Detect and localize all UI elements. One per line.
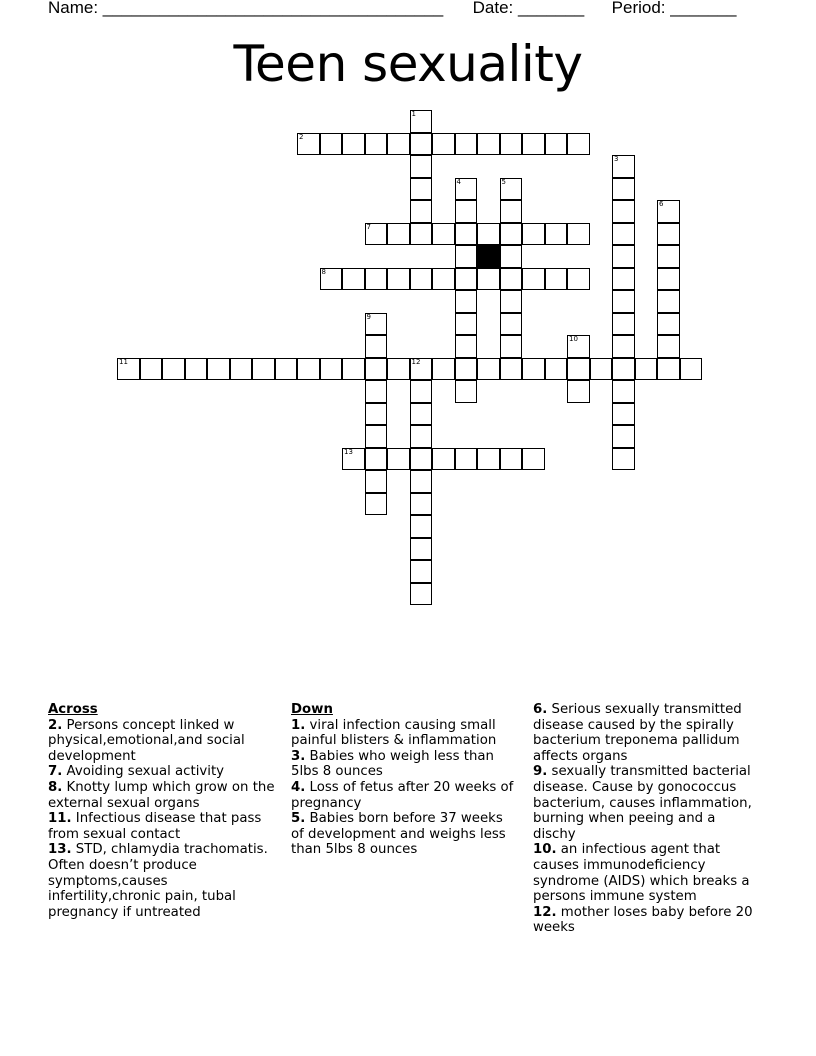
clue-number: 5 [501,177,506,186]
answer-cell[interactable] [365,133,388,156]
answer-cell[interactable] [567,380,590,403]
answer-cell[interactable] [410,155,433,178]
answer-cell[interactable] [432,268,455,291]
answer-cell[interactable] [657,223,680,246]
answer-cell[interactable] [207,358,230,381]
answer-cell[interactable] [477,358,500,381]
answer-cell[interactable] [612,403,635,426]
answer-cell[interactable] [455,380,478,403]
clue-number: 1 [411,110,416,118]
answer-cell[interactable] [635,358,658,381]
answer-cell[interactable] [455,245,478,268]
answer-cell[interactable] [612,178,635,201]
answer-cell[interactable] [500,178,523,201]
answer-cell[interactable] [612,245,635,268]
answer-cell[interactable] [342,358,365,381]
answer-cell[interactable] [365,493,388,516]
answer-cell[interactable] [500,448,523,471]
date-field[interactable]: Date: _______ [472,0,585,17]
across-clue: 11. Infectious disease that pass from sexual contact [48,811,262,842]
answer-cell[interactable] [410,268,433,291]
answer-cell[interactable] [410,448,433,471]
answer-cell[interactable] [477,223,500,246]
answer-cell[interactable] [612,358,635,381]
answer-cell[interactable] [612,200,635,223]
answer-cell[interactable] [432,133,455,156]
answer-cell[interactable] [365,470,388,493]
answer-cell[interactable] [522,223,545,246]
answer-cell[interactable] [590,358,613,381]
answer-cell[interactable] [612,425,635,448]
answer-cell[interactable] [500,223,523,246]
answer-cell[interactable] [567,358,590,381]
answer-cell[interactable] [275,358,298,381]
answer-cell[interactable] [432,448,455,471]
answer-cell[interactable] [365,448,388,471]
across-clue: 8. Knotty lump which grow on the external sexual organs [48,779,275,811]
answer-cell[interactable] [657,245,680,268]
answer-cell[interactable] [455,335,478,358]
answer-cell[interactable] [410,583,433,606]
clue-number: 10 [569,335,578,343]
down-clue: 4. Loss of fetus after 20 weeks of pregnancy [291,779,514,811]
answer-cell[interactable] [230,358,253,381]
answer-cell[interactable] [455,133,478,156]
answer-cell[interactable] [567,335,590,358]
answer-cell[interactable] [410,493,433,516]
clue-number: 9 [366,312,371,321]
down-clues [291,702,519,858]
across-heading: Across [48,702,98,717]
answer-cell[interactable] [410,133,433,156]
answer-cell[interactable] [545,268,568,291]
answer-cell[interactable] [410,380,433,403]
answer-cell[interactable] [657,200,680,223]
answer-cell[interactable] [365,313,388,336]
across-clues [48,702,276,920]
answer-cell[interactable] [297,358,320,381]
down-clue: 10. an infectious agent that causes immunodeficiency syndrome (AIDS) which breaks a persons immune system [533,842,750,905]
answer-cell[interactable] [522,358,545,381]
answer-cell[interactable] [410,358,433,381]
across-clue: 7. Avoiding sexual activity [48,764,225,780]
name-field[interactable]: Name: ____________________________________ [48,0,444,17]
down-heading: Down [291,702,333,717]
answer-cell[interactable] [410,425,433,448]
answer-cell[interactable] [365,358,388,381]
answer-cell[interactable] [477,268,500,291]
answer-cell[interactable] [477,133,500,156]
answer-cell[interactable] [365,403,388,426]
answer-cell[interactable] [657,313,680,336]
answer-cell[interactable] [522,133,545,156]
answer-cell[interactable] [657,290,680,313]
answer-cell[interactable] [432,358,455,381]
answer-cell[interactable] [455,223,478,246]
answer-cell[interactable] [500,358,523,381]
answer-cell[interactable] [455,200,478,223]
answer-cell[interactable] [680,358,703,381]
answer-cell[interactable] [545,358,568,381]
answer-cell[interactable] [297,133,320,156]
clue-number: 2 [299,132,304,141]
clue-number: 12 [411,357,421,366]
answer-cell[interactable] [567,223,590,246]
answer-cell[interactable] [455,290,478,313]
answer-cell[interactable] [612,223,635,246]
answer-cell[interactable] [365,268,388,291]
answer-cell[interactable] [387,358,410,381]
answer-cell[interactable] [432,223,455,246]
answer-cell[interactable] [522,268,545,291]
answer-cell[interactable] [612,313,635,336]
answer-cell[interactable] [500,268,523,291]
answer-cell[interactable] [545,223,568,246]
down-clue: 1. viral infection causing small painful blisters & inflammation [291,717,497,749]
answer-cell[interactable] [477,448,500,471]
answer-cell[interactable] [387,133,410,156]
answer-cell[interactable] [410,538,433,561]
answer-cell[interactable] [410,223,433,246]
answer-cell[interactable] [410,200,433,223]
answer-cell[interactable] [612,268,635,291]
across-clue: 13. STD, chlamydia trachomatis. Often doesn’t produce symptoms,causes infertility,chronic pain, tubal pregnancy if untreated [48,842,268,920]
down-clue: 3. Babies who weigh less than 5lbs 8 ounces [291,748,494,780]
down-clues-continued [533,702,761,936]
answer-cell[interactable] [410,470,433,493]
answer-cell[interactable] [455,448,478,471]
answer-cell[interactable] [185,358,208,381]
down-clue: 9. sexually transmitted bacterial disease. Cause by gonococcus bacterium, causes inflammation, burning when peeing and a dischy [533,764,752,842]
answer-cell[interactable] [410,110,433,133]
clue-number: 6 [659,200,664,208]
answer-cell[interactable] [500,290,523,313]
clue-number: 13 [344,447,353,456]
clue-number: 3 [614,155,619,163]
clue-number: 7 [366,222,371,231]
clue-number: 8 [321,267,326,276]
answer-cell[interactable] [612,290,635,313]
answer-cell[interactable] [500,200,523,223]
answer-cell[interactable] [252,358,275,381]
answer-cell[interactable] [320,133,343,156]
answer-cell[interactable] [410,515,433,538]
answer-cell[interactable] [455,313,478,336]
down-clue: 6. Serious sexually transmitted disease caused by the spirally bacterium treponema pallidum affects organs [533,702,742,764]
answer-cell[interactable] [320,268,343,291]
answer-cell[interactable] [342,133,365,156]
answer-cell[interactable] [162,358,185,381]
answer-cell[interactable] [387,223,410,246]
down-clue: 12. mother loses baby before 20 weeks [533,904,753,936]
answer-cell[interactable] [612,335,635,358]
clue-number: 11 [119,357,128,366]
clue-number: 4 [456,177,461,186]
answer-cell[interactable] [365,223,388,246]
across-clue: 2. Persons concept linked w physical,emotional,and social development [48,717,245,764]
answer-cell[interactable] [500,335,523,358]
answer-cell[interactable] [612,155,635,178]
answer-cell[interactable] [365,380,388,403]
answer-cell[interactable] [500,245,523,268]
answer-cell[interactable] [657,335,680,358]
answer-cell[interactable] [455,178,478,201]
answer-cell[interactable] [545,133,568,156]
period-field[interactable]: Period: _______ [611,0,737,17]
answer-cell[interactable] [342,448,365,471]
answer-cell[interactable] [612,380,635,403]
answer-cell[interactable] [522,448,545,471]
answer-cell[interactable] [410,178,433,201]
answer-cell[interactable] [657,358,680,381]
answer-cell[interactable] [387,268,410,291]
answer-cell[interactable] [365,335,388,358]
answer-cell[interactable] [117,358,140,381]
black-square [477,245,500,268]
answer-cell[interactable] [455,268,478,291]
answer-cell[interactable] [410,403,433,426]
answer-cell[interactable] [410,560,433,583]
down-clue: 5. Babies born before 37 weeks of development and weighs less than 5lbs 8 ounces [291,811,506,858]
answer-cell[interactable] [365,425,388,448]
answer-cell[interactable] [342,268,365,291]
answer-cell[interactable] [320,358,343,381]
answer-cell[interactable] [657,268,680,291]
answer-cell[interactable] [500,133,523,156]
answer-cell[interactable] [567,268,590,291]
puzzle-title: Teen sexuality [233,35,583,93]
answer-cell[interactable] [567,133,590,156]
answer-cell[interactable] [387,448,410,471]
answer-cell[interactable] [455,358,478,381]
answer-cell[interactable] [500,313,523,336]
answer-cell[interactable] [140,358,163,381]
answer-cell[interactable] [612,448,635,471]
